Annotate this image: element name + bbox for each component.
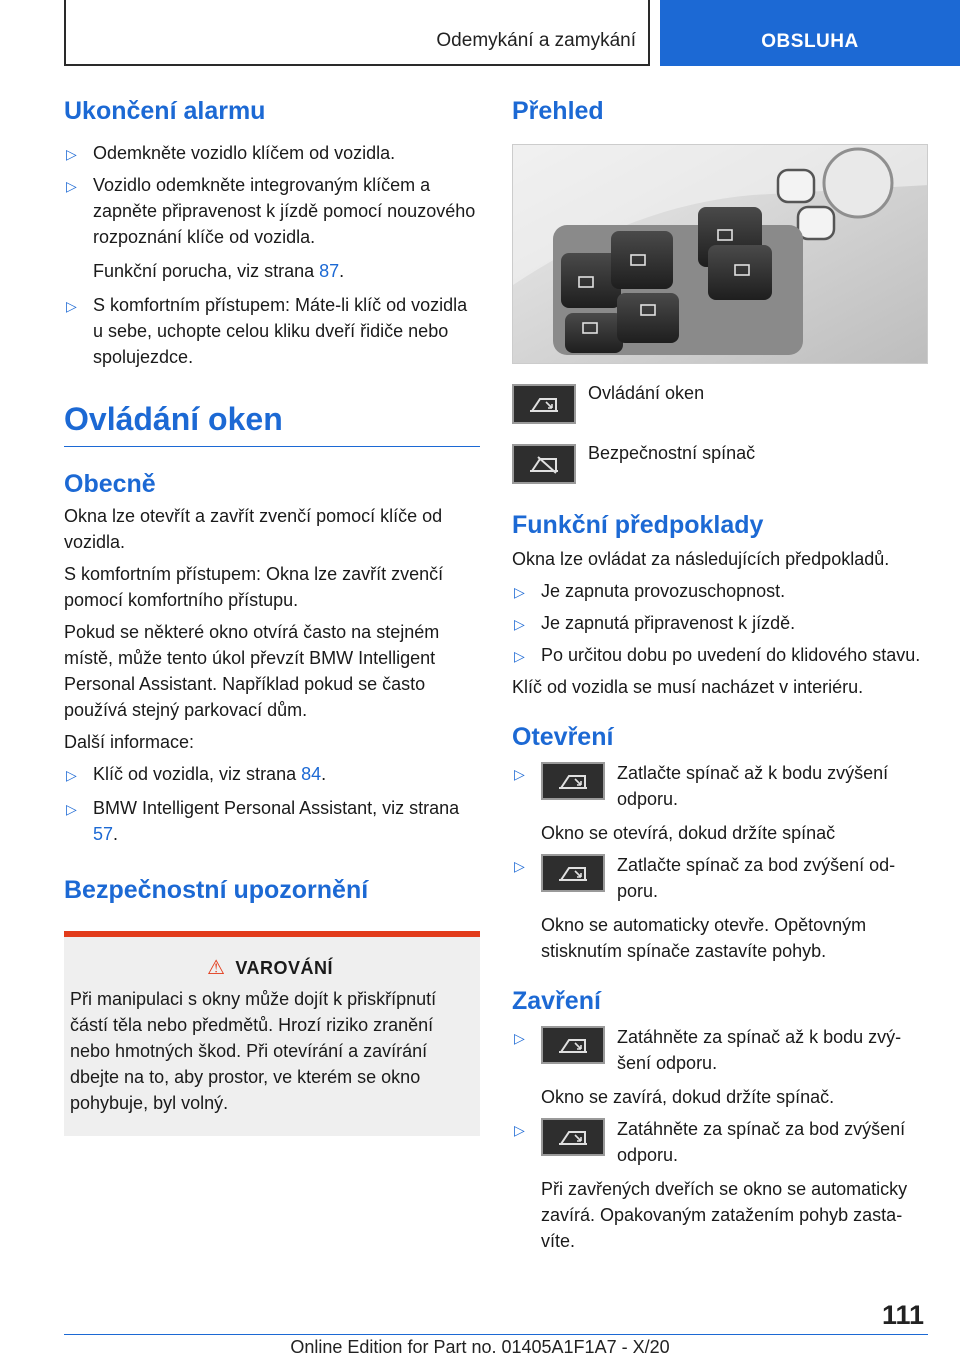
chapter-title: Odemykání a zamykání xyxy=(436,30,636,51)
alarm-item-3: S komfortním přístupem: Máte-li klíč od vozidla u sebe, uchopte celou kliku dveří řidiče nebo spolujezdce. xyxy=(93,295,468,367)
page-header xyxy=(0,0,960,66)
bullet-triangle-icon: ▷ xyxy=(514,616,525,632)
legend-label: Bezpečnostní spínač xyxy=(588,443,756,463)
list-item xyxy=(64,292,480,370)
windows-heading-block xyxy=(64,400,480,447)
list-item xyxy=(512,642,928,668)
bullet-triangle-icon: ▷ xyxy=(66,178,77,194)
ref-text: Klíč od vozidla, viz strana xyxy=(93,764,302,785)
requirement-1: Je zapnuta provozuschopnost. xyxy=(541,581,786,601)
list-item xyxy=(512,578,928,604)
bullet-triangle-icon: ▷ xyxy=(66,298,77,314)
bullet-triangle-icon: ▷ xyxy=(514,858,525,874)
chapter-title-box xyxy=(64,0,650,66)
page-ref-link[interactable]: 87 xyxy=(319,261,340,281)
legend-safety-switch xyxy=(512,444,928,484)
step-note: Okno se zavírá, dokud držíte spínač. xyxy=(541,1087,835,1107)
window-control-icon xyxy=(512,384,576,424)
windows-paragraph-1: Okna lze otevřít a zavřít zvenčí pomocí klíče od vozidla. xyxy=(64,506,443,553)
page-ref-link[interactable]: 84 xyxy=(301,764,322,785)
alarm-item-2: Vozidlo odemkněte integrovaným klíčem a zapněte připravenost k jízdě pomocí nouzového rozpoznání klíče od vozidla. xyxy=(93,175,476,247)
note-text: Funkční porucha, viz strana xyxy=(93,261,320,281)
alarm-item-2-note xyxy=(93,258,480,284)
closing-step-2 xyxy=(541,1116,928,1168)
bullet-triangle-icon: ▷ xyxy=(514,648,525,664)
step-text: Zatlačte spínač až k bodu zvýšení odporu. xyxy=(617,763,889,809)
requirements-heading: Funkční předpoklady xyxy=(512,511,764,539)
list-item xyxy=(64,761,480,787)
list-item xyxy=(512,610,928,636)
windows-paragraph-2: S komfortním přístupem: Okna lze zavřít zvenčí pomocí komfortního přístupu. xyxy=(64,564,444,611)
opening-heading: Otevření xyxy=(512,723,614,751)
warning-text: Při manipulaci s okny může dojít k přiskřípnutí částí těla nebo předmětů. Hrozí riziko zranění nebo hmotných škod. Při otevírání a zavírání dbejte na to, aby prostor, ve kterém se okno pohybuje, byl volný. xyxy=(70,989,437,1114)
window-control-icon xyxy=(541,1118,605,1156)
safety-switch-icon xyxy=(512,444,576,484)
requirements-intro: Okna lze ovládat za následujících předpokladů. xyxy=(512,549,890,569)
page-number: 111 xyxy=(882,1300,925,1330)
ref-suffix: . xyxy=(321,764,327,785)
general-heading: Obecně xyxy=(64,470,156,499)
list-item xyxy=(512,1024,928,1110)
bullet-triangle-icon: ▷ xyxy=(66,146,77,162)
list-item xyxy=(512,1116,928,1254)
windows-paragraph-4: Další informace: xyxy=(64,732,195,753)
step-note: Okno se automaticky otevře. Opětovným stisknutím spínače zastavíte pohyb. xyxy=(541,915,867,961)
warning-header xyxy=(70,955,470,980)
list-item xyxy=(64,795,480,847)
bullet-triangle-icon: ▷ xyxy=(66,767,77,784)
step-text: Zatáhněte za spínač až k bodu zvýšení odporu. xyxy=(617,1027,902,1073)
bullet-triangle-icon: ▷ xyxy=(514,766,525,782)
step-note: Okno se otevírá, dokud držíte spínač xyxy=(541,823,836,843)
windows-paragraph-3: Pokud se některé okno otvírá často na stejném místě, může tento úkol převzít BMW Intelligent Personal Assistant. Například pokud se často používá stejný parkovací dům. xyxy=(64,622,440,721)
bullet-triangle-icon: ▷ xyxy=(514,1122,525,1138)
overview-heading: Přehled xyxy=(512,97,604,125)
list-item xyxy=(64,140,480,166)
right-column xyxy=(512,96,928,1254)
window-control-icon xyxy=(541,854,605,892)
step-text: Zatáhněte za spínač za bod zvýšení odporu. xyxy=(617,1119,906,1165)
bullet-triangle-icon: ▷ xyxy=(514,584,525,600)
window-control-icon xyxy=(541,1026,605,1064)
opening-step-2 xyxy=(541,852,928,904)
list-item xyxy=(512,852,928,964)
step-text: Zatlačte spínač za bod zvýšení odporu. xyxy=(617,855,896,901)
bullet-triangle-icon: ▷ xyxy=(66,801,77,818)
left-column xyxy=(64,96,480,1136)
warning-triangle-icon: ⚠ xyxy=(206,957,226,980)
alarm-item-1: Odemkněte vozidlo klíčem od vozidla. xyxy=(93,143,396,163)
ref-suffix: . xyxy=(113,824,119,845)
door-switch-photo xyxy=(512,144,928,364)
section-tab: OBSLUHA xyxy=(660,0,960,66)
requirement-3: Po určitou dobu po uvedení do klidového stavu. xyxy=(541,645,921,665)
windows-heading: Ovládání oken xyxy=(64,401,283,437)
opening-step-1 xyxy=(541,760,928,812)
warning-label: VAROVÁNÍ xyxy=(235,958,334,979)
edition-note: Online Edition for Part no. 01405A1F1A7 - X/20 xyxy=(290,1337,670,1357)
legend-label: Ovládání oken xyxy=(588,383,705,403)
note-suffix: . xyxy=(339,261,345,281)
legend-window-control xyxy=(512,384,928,424)
page-ref-link[interactable]: 57 xyxy=(93,824,114,845)
requirements-outro: Klíč od vozidla se musí nacházet v interiéru. xyxy=(512,677,864,697)
alarm-heading: Ukončení alarmu xyxy=(64,97,266,125)
door-switch-illustration xyxy=(513,145,928,364)
warning-box xyxy=(64,931,480,1136)
bullet-triangle-icon: ▷ xyxy=(514,1030,525,1046)
closing-heading: Zavření xyxy=(512,987,601,1015)
list-item xyxy=(64,172,480,284)
step-note: Při zavřených dveřích se okno se automaticky zavírá. Opakovaným zatažením pohyb zastavíte. xyxy=(541,1179,908,1251)
closing-step-1 xyxy=(541,1024,928,1076)
requirement-2: Je zapnutá připravenost k jízdě. xyxy=(541,613,796,633)
footer-divider xyxy=(64,1334,928,1335)
list-item xyxy=(512,760,928,846)
window-control-icon xyxy=(541,762,605,800)
safety-heading: Bezpečnostní upozornění xyxy=(64,876,369,905)
ref-text: BMW Intelligent Personal Assistant, viz strana xyxy=(93,798,460,819)
